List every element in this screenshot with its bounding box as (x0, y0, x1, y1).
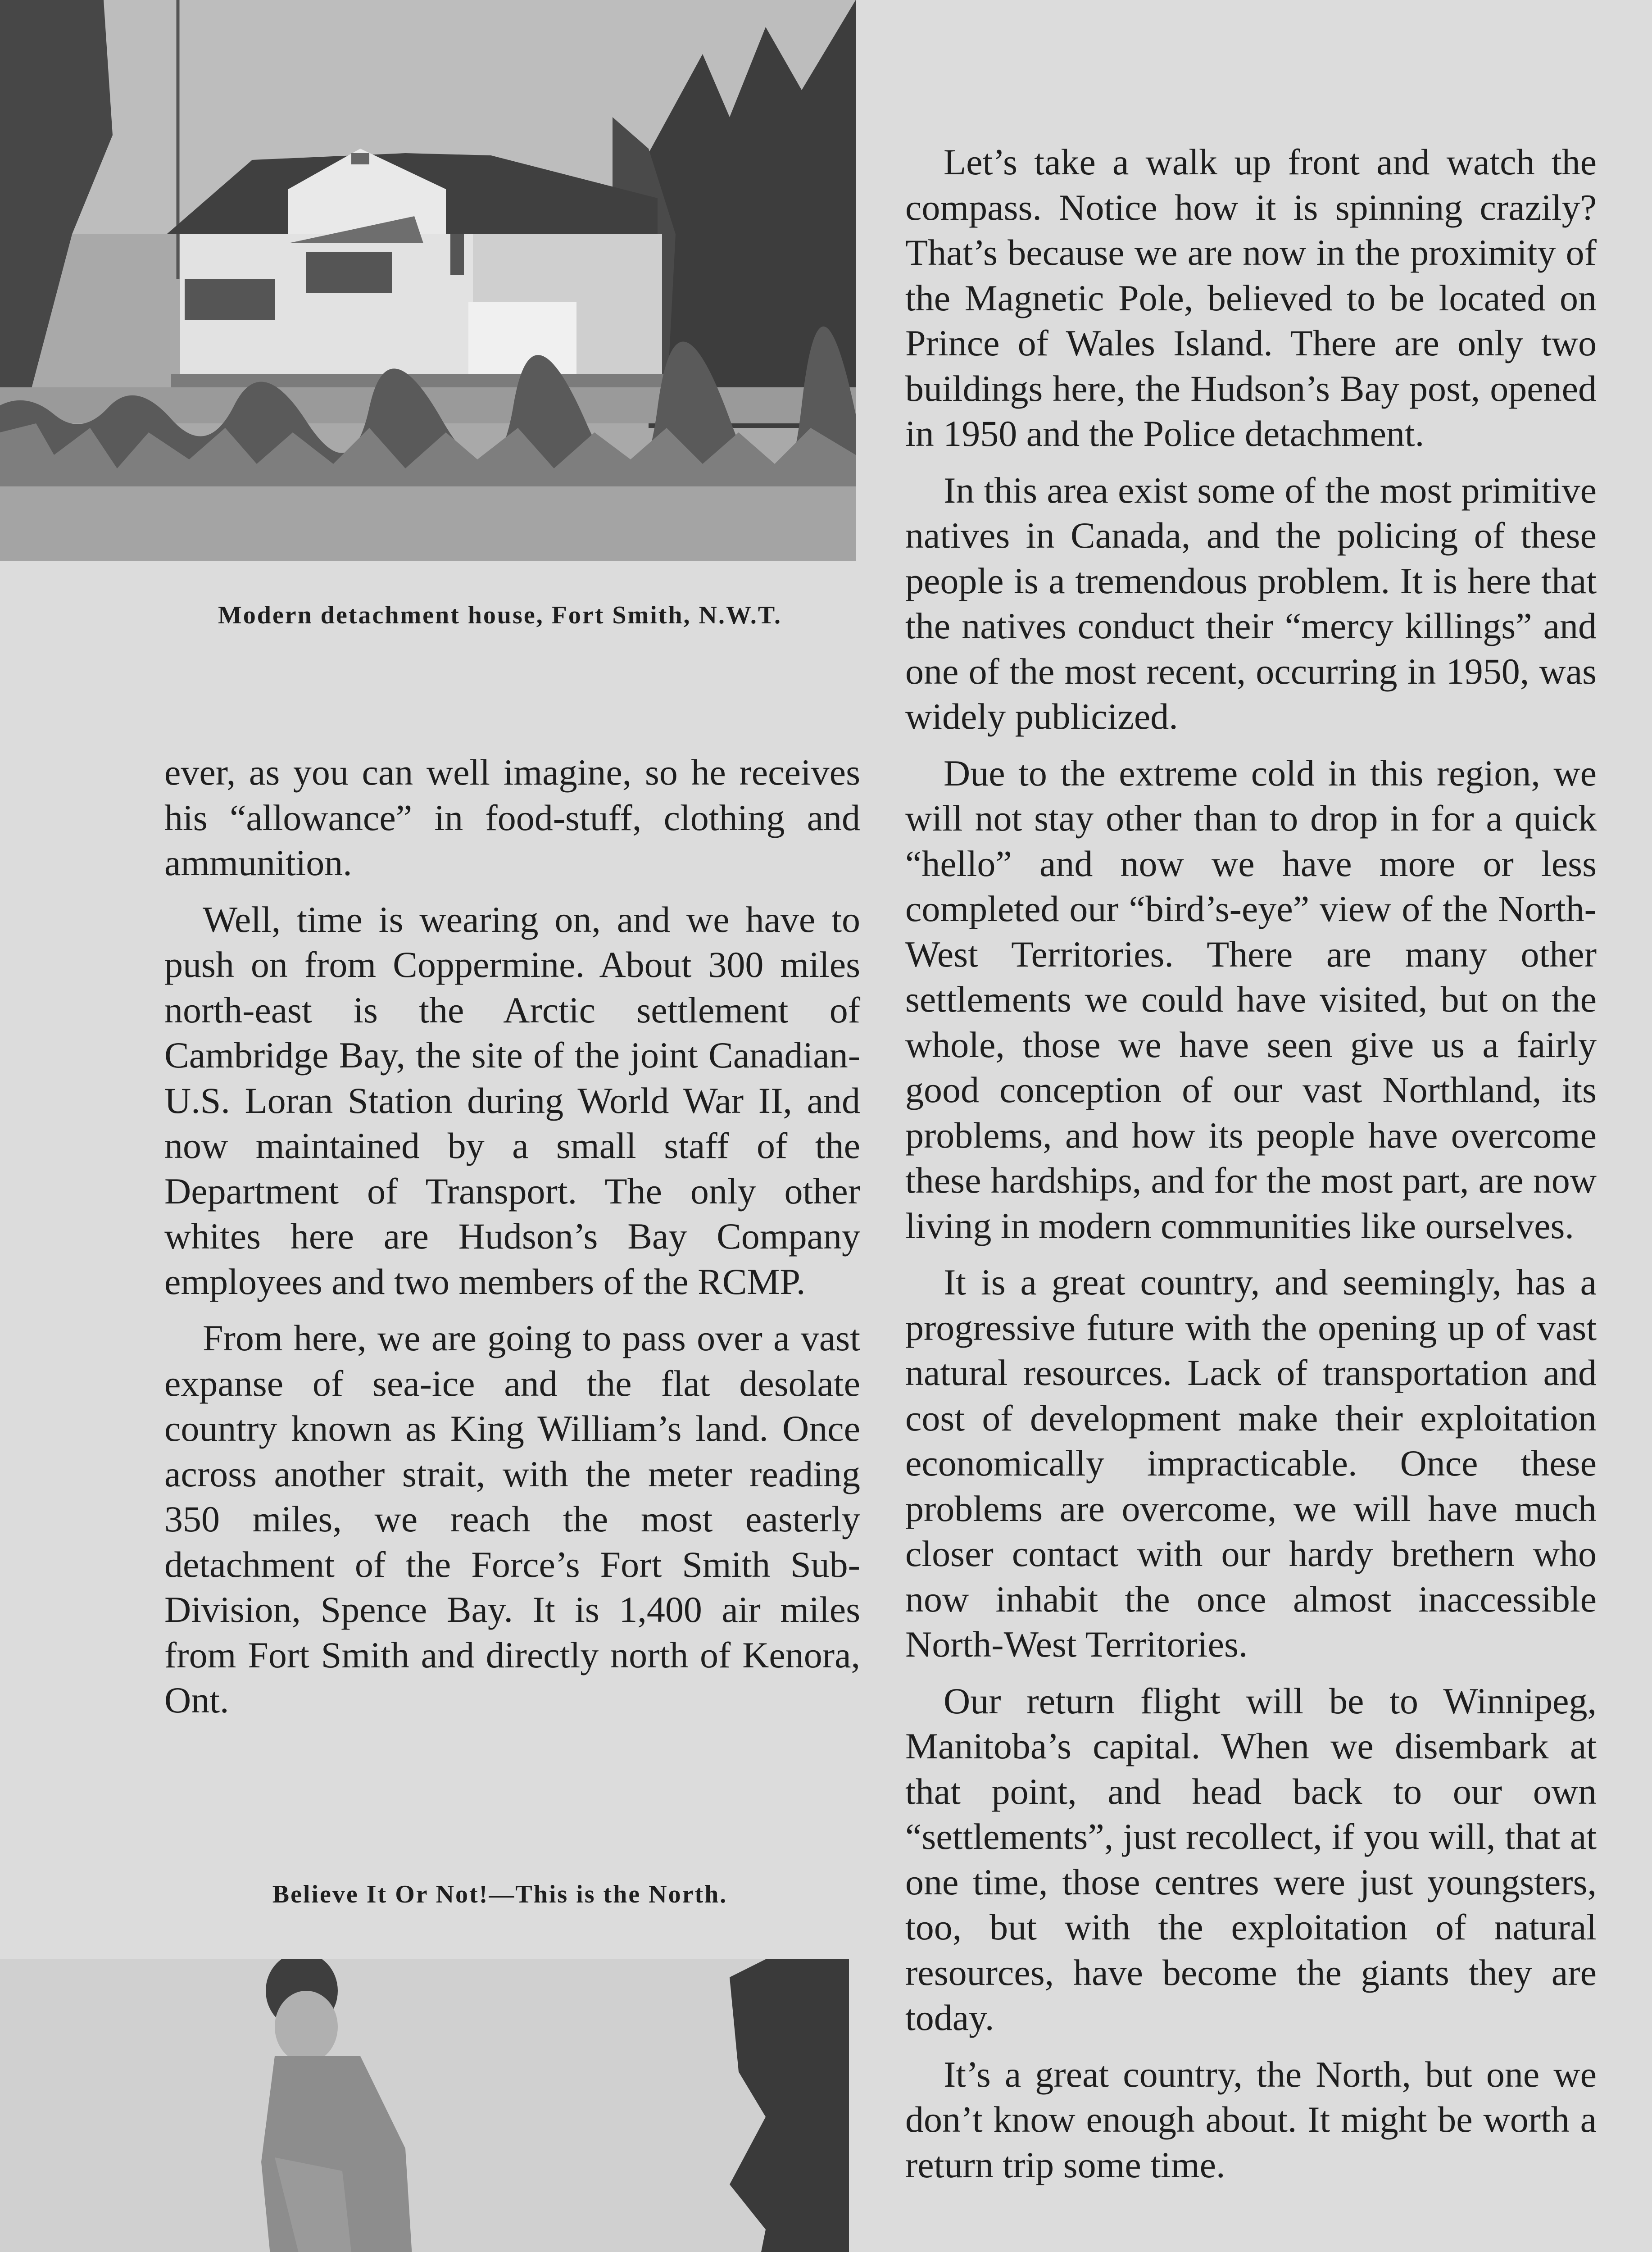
right-paragraph-4: It is a great country, and seemingly, has a progressive future with the opening up of vast natural resources. Lack of transportation and cost of development make their exploitation economically impracticable. Once these problems are overcome, we will have much closer contact with our hardy brethern who now inhabit the once almost inaccessible North-West Territories. (905, 1262, 1597, 1665)
left-text-column (164, 750, 860, 1734)
right-paragraph-5: Our return flight will be to Winnipeg, Manitoba’s capital. When we disembark at that point, and head back to our own “settlements”, just recollect, if you will, that at one time, those centres were just youngsters, too, but with the exploitation of natural resources, have become the giants they are today. (905, 1680, 1597, 2038)
right-text-column (905, 140, 1597, 2199)
detachment-house-photo (0, 0, 856, 561)
left-paragraph-1: ever, as you can well imagine, so he receives his “allowance” in food-stuff, clothing and ammunition. (164, 752, 860, 883)
left-paragraph-3: From here, we are going to pass over a vast expanse of sea-ice and the flat desolate country known as King William’s land. Once across another strait, with the meter reading 350 miles, we reach the most easterly detachment of the Force’s Fort Smith Sub-Division, Spence Bay. It is 1,400 air miles from Fort Smith and directly north of Kenora, Ont. (164, 1317, 860, 1721)
right-paragraph-2: In this area exist some of the most primitive natives in Canada, and the policing of these people is a tremendous problem. It is here that the natives conduct their “mercy killings” and one of the most recent, occurring in 1950, was widely publicized. (905, 469, 1597, 737)
right-paragraph-1: Let’s take a walk up front and watch the compass. Notice how it is spinning crazily? That’s because we are now in the proximity of the Magnetic Pole, believed to be located on Prince of Wales Island. There are only two buildings here, the Hudson’s Bay post, opened in 1950 and the Police detachment. (905, 141, 1597, 454)
right-paragraph-3: Due to the extreme cold in this region, we will not stay other than to drop in for a quick “hello” and now we have more or less completed our “bird’s-eye” view of the North-West Territories. There are many other settlements we could have visited, but on the whole, those we have seen give us a fairly good conception of our vast Northland, its problems, and how its people have overcome these hardships, and for the most part, are now living in modern communities like ourselves. (905, 752, 1597, 1246)
right-paragraph-6: It’s a great country, the North, but one we don’t know enough about. It might be worth a return trip some time. (905, 2053, 1597, 2185)
golfer-photo (0, 1959, 849, 2252)
north-photo-caption: Believe It Or Not!—This is the North. (272, 1880, 728, 1908)
left-paragraph-2: Well, time is wearing on, and we have to push on from Coppermine. About 300 miles north-east is the Arctic settlement of Cambridge Bay, the site of the joint Canadian-U.S. Loran Station during World War II, and now maintained by a small staff of the Department of Transport. The only other whites here are Hudson’s Bay Company employees and two members of the RCMP. (164, 899, 860, 1302)
house-photo-caption: Modern detachment house, Fort Smith, N.W.T. (218, 601, 782, 629)
